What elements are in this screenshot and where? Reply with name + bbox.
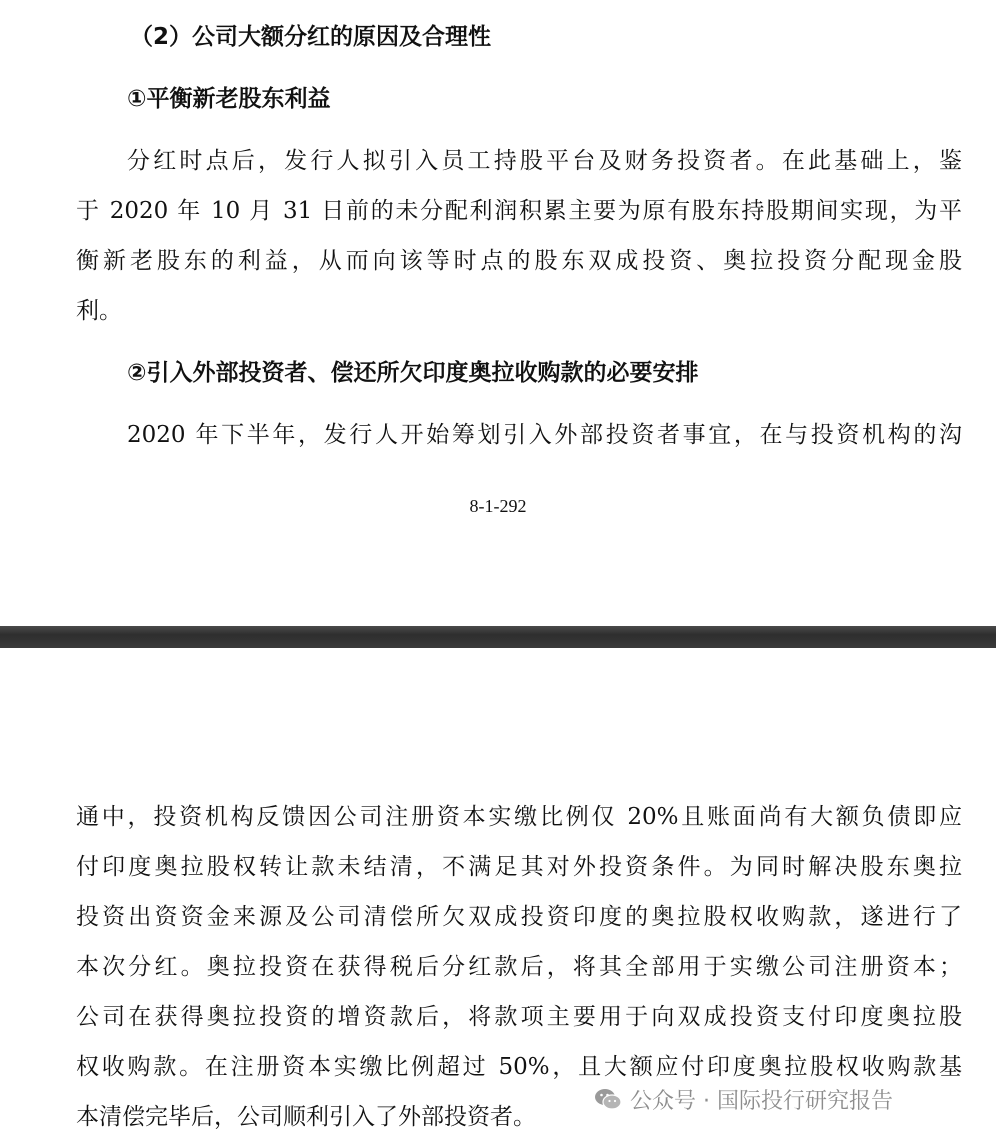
wechat-icon bbox=[594, 1087, 622, 1111]
watermark bbox=[594, 1083, 893, 1115]
subsection-heading-1: ①平衡新老股东利益 bbox=[127, 86, 331, 112]
paragraph-line: 付印度奥拉股权转让款未结清，不满足其对外投资条件。为同时解决股东奥拉 bbox=[76, 854, 962, 880]
page-number: 8-1-292 bbox=[469, 496, 527, 516]
paragraph-line: 2020 年下半年，发行人开始筹划引入外部投资者事宜，在与投资机构的沟 bbox=[127, 422, 962, 448]
paragraph-line: 公司在获得奥拉投资的增资款后，将款项主要用于向双成投资支付印度奥拉股 bbox=[76, 1004, 962, 1030]
page-divider bbox=[0, 626, 996, 648]
subsection-heading-2: ②引入外部投资者、偿还所欠印度奥拉收购款的必要安排 bbox=[127, 360, 699, 386]
paragraph-line: 权收购款。在注册资本实缴比例超过 50%，且大额应付印度奥拉股权收购款基 bbox=[76, 1054, 962, 1080]
paragraph-line: 通中，投资机构反馈因公司注册资本实缴比例仅 20%且账面尚有大额负债即应 bbox=[76, 804, 962, 830]
section-heading: （2）公司大额分红的原因及合理性 bbox=[130, 24, 492, 50]
paragraph-line: 本次分红。奥拉投资在获得税后分红款后，将其全部用于实缴公司注册资本； bbox=[76, 954, 962, 980]
paragraph-line: 投资出资资金来源及公司清偿所欠双成投资印度的奥拉股权收购款，遂进行了 bbox=[76, 904, 962, 930]
watermark-text: 公众号 · 国际投行研究报告 bbox=[630, 1088, 893, 1114]
paragraph-line: 利。 bbox=[76, 298, 122, 324]
paragraph-line: 分红时点后，发行人拟引入员工持股平台及财务投资者。在此基础上，鉴 bbox=[127, 148, 962, 174]
paragraph-line: 衡新老股东的利益，从而向该等时点的股东双成投资、奥拉投资分配现金股 bbox=[76, 248, 962, 274]
paragraph-line: 本清偿完毕后，公司顺利引入了外部投资者。 bbox=[76, 1104, 536, 1130]
paragraph-line: 于 2020 年 10 月 31 日前的未分配利润积累主要为原有股东持股期间实现，为平 bbox=[76, 198, 962, 224]
